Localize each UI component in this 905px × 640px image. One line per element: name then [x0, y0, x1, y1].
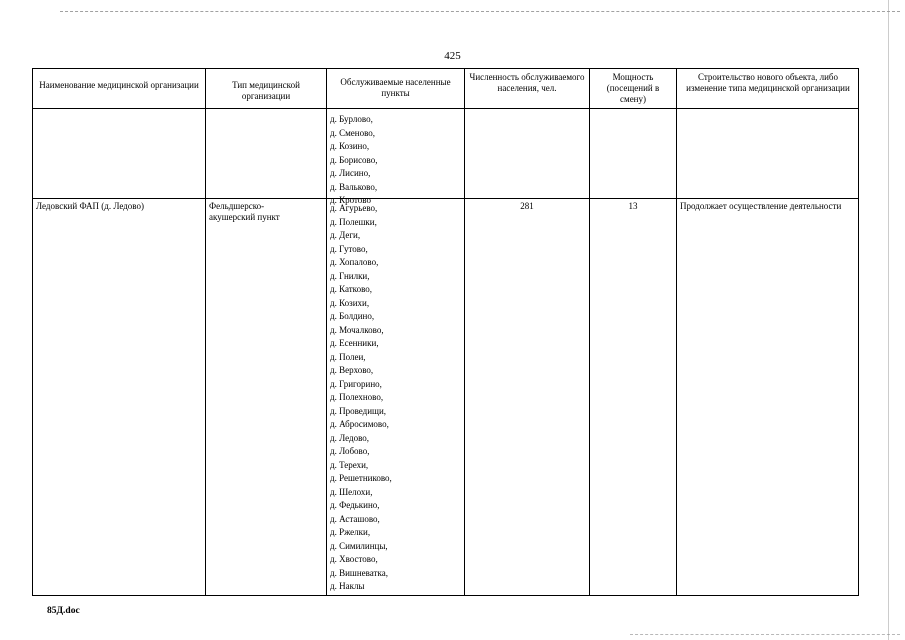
settlement-item: д. Кротово [330, 195, 371, 205]
settlements-list-continued [330, 113, 378, 208]
org-name-cell: Ледовский ФАП (д. Ледово) [36, 201, 144, 211]
footer-filename: 85Д.doc [47, 606, 80, 616]
settlement-item: д. Борисово, [330, 154, 378, 165]
settlement-item: д. Ржелки, [330, 527, 371, 537]
settlement-item: д. Решетниково, [330, 473, 392, 483]
scan-artifact-top-edge [60, 11, 900, 12]
settlement-item: д. Лобово, [330, 446, 370, 456]
settlement-item: д. Вишневатка, [330, 567, 388, 578]
row-divider [33, 198, 858, 199]
settlement-item: д. Сменово, [330, 127, 376, 138]
column-divider [676, 69, 677, 595]
header-construction: Строительство нового объекта, либо изменение типа медицинской организации [686, 72, 850, 93]
settlement-item: д. Гнилки, [330, 270, 370, 281]
settlement-item: д. Мочалково, [330, 324, 384, 335]
settlement-item: д. Абросимово, [330, 419, 389, 429]
settlement-item: д. Шелохи, [330, 486, 373, 497]
settlement-item: д. Асташово, [330, 513, 380, 524]
settlement-item: д. Вальково, [330, 181, 378, 192]
population-cell: 281 [520, 201, 534, 211]
header-org-type: Тип медицинской организации [232, 80, 300, 101]
page-number: 425 [444, 50, 461, 62]
scan-artifact-right-edge [888, 0, 889, 640]
column-divider [589, 69, 590, 595]
column-divider [326, 69, 327, 595]
settlement-item: д. Гутово, [330, 243, 368, 254]
settlement-item: д. Хвостово, [330, 554, 378, 564]
settlement-item: д. Терехи, [330, 459, 369, 470]
settlement-item: д. Федькино, [330, 500, 380, 510]
header-population: Численность обслуживаемого населения, чел. [469, 72, 585, 93]
settlement-item: д. Деги, [330, 230, 361, 240]
header-divider [33, 108, 858, 109]
capacity-cell: 13 [628, 201, 638, 211]
settlement-item: д. Ледово, [330, 432, 370, 443]
scan-artifact-bottom-edge [630, 634, 900, 635]
construction-cell: Продолжает осуществление деятельности [680, 201, 842, 211]
settlements-list [330, 202, 392, 594]
settlement-item: д. Лисино, [330, 168, 371, 178]
column-divider [464, 69, 465, 595]
header-settlements: Обслуживаемые населенные пункты [340, 77, 451, 98]
services-table [32, 68, 859, 596]
settlement-item: д. Полешки, [330, 216, 377, 227]
settlement-item: д. Хопалово, [330, 257, 379, 267]
org-type-cell: Фельдшерско-акушерский пункт [209, 201, 280, 222]
settlement-item: д. Козино, [330, 141, 370, 151]
column-divider [205, 69, 206, 595]
settlement-item: д. Григорино, [330, 378, 382, 389]
settlement-item: д. Проведищи, [330, 405, 387, 416]
header-capacity: Мощность (посещений в смену) [606, 72, 660, 104]
settlement-item: д. Есенники, [330, 338, 379, 348]
settlement-item: д. Полеи, [330, 351, 366, 362]
settlement-item: д. Агурьево, [330, 203, 378, 213]
settlement-item: д. Болдино, [330, 311, 375, 321]
settlement-item: д. Симилинцы, [330, 540, 388, 551]
header-org-name: Наименование медицинской организации [39, 80, 199, 90]
settlement-item: д. Козихи, [330, 297, 370, 308]
settlement-item: д. Наклы [330, 581, 365, 591]
settlement-item: д. Полехново, [330, 392, 384, 402]
settlement-item: д. Бурлово, [330, 114, 373, 124]
settlement-item: д. Верхово, [330, 365, 374, 375]
settlement-item: д. Катково, [330, 284, 373, 294]
